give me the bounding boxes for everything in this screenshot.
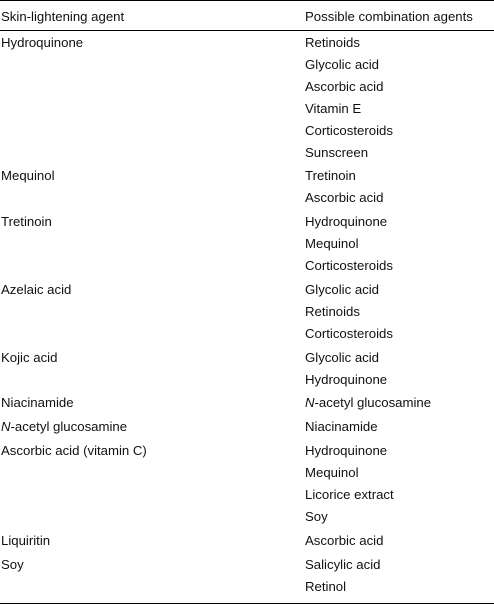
combination-cell: Hydroquinone [305, 443, 388, 459]
combination-cell: Retinoids [305, 303, 360, 319]
combination-cell: Glycolic acid [305, 281, 380, 297]
combination-cell: Tretinoin [305, 168, 356, 184]
agent-cell: Niacinamide [1, 395, 74, 411]
combination-cell: Licorice extract [305, 487, 394, 502]
combination-cell: Ascorbic acid [305, 78, 384, 94]
combination-cell: Vitamin E [305, 100, 362, 116]
combination-cell: Glycolic acid [305, 56, 380, 72]
combination-cell: Retinol [305, 578, 347, 594]
header-rule [0, 30, 494, 31]
agent-cell: Liquiritin [1, 532, 51, 548]
agent-cell: Hydroquinone [1, 35, 84, 50]
combination-cell: Retinoids [305, 35, 360, 50]
combination-cell: Corticosteroids [305, 122, 393, 138]
agent-cell: Azelaic acid [1, 281, 72, 297]
top-rule [0, 0, 494, 1]
combination-cell: N-acetyl glucosamine [305, 395, 432, 411]
combination-cell: Salicylic acid [305, 556, 381, 572]
combination-cell: Mequinol [305, 236, 359, 252]
agent-cell: N-acetyl glucosamine [1, 419, 128, 435]
combination-cell: Corticosteroids [305, 258, 393, 273]
combination-cell: Hydroquinone [305, 371, 388, 387]
header-combination: Possible combination agents [305, 9, 473, 24]
agent-cell: Ascorbic acid (vitamin C) [1, 443, 147, 459]
combination-cell: Hydroquinone [305, 214, 388, 230]
combination-cell: Corticosteroids [305, 325, 393, 341]
header-agent: Skin-lightening agent [1, 9, 125, 24]
combination-cell: Glycolic acid [305, 349, 380, 365]
combination-cell: Ascorbic acid [305, 532, 384, 548]
combination-cell: Mequinol [305, 465, 359, 481]
agent-cell: Kojic acid [1, 349, 58, 365]
agent-cell: Tretinoin [1, 214, 52, 230]
combination-cell: Ascorbic acid [305, 190, 384, 206]
agent-cell: Mequinol [1, 168, 55, 184]
combination-cell: Sunscreen [305, 144, 369, 160]
combination-cell: Niacinamide [305, 419, 378, 435]
agent-cell: Soy [1, 556, 24, 572]
combination-cell: Soy [305, 508, 328, 524]
